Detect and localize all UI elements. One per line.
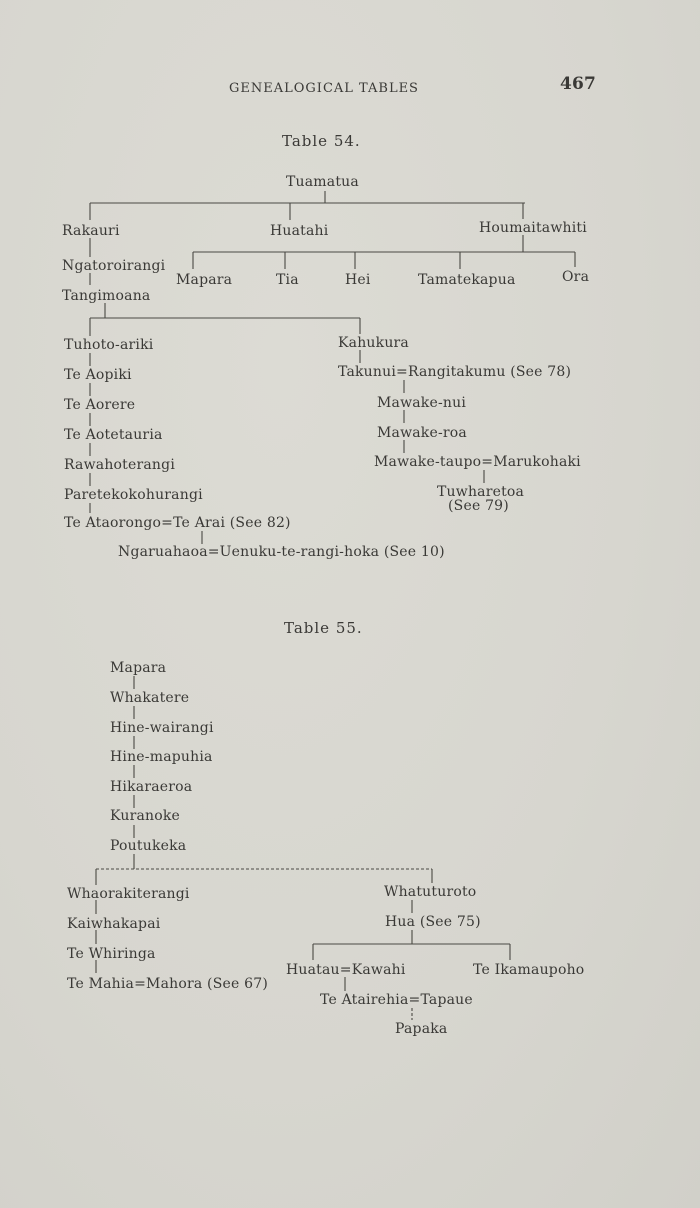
person-poutukeka: Poutukeka xyxy=(110,838,187,854)
person-huatahi: Huatahi xyxy=(270,223,329,239)
person-hine-mapuhia: Hine-mapuhia xyxy=(110,749,213,765)
person-papaka: Papaka xyxy=(395,1021,448,1037)
person-ngatoroirangi: Ngatoroirangi xyxy=(62,258,166,274)
person-hikaraeroa: Hikaraeroa xyxy=(110,779,193,795)
person-kahukura: Kahukura xyxy=(338,335,409,351)
marriage-te-mahia: Te Mahia=Mahora (See 67) xyxy=(67,976,269,992)
person-paretekokohurangi: Paretekokohurangi xyxy=(64,487,203,503)
marriage-takunui: Takunui=Rangitakumu (See 78) xyxy=(338,364,572,380)
person-mawake-nui: Mawake-nui xyxy=(377,395,467,411)
person-te-aorere: Te Aorere xyxy=(64,397,136,413)
person-whatuturoto: Whatuturoto xyxy=(384,884,477,900)
table-55-title: Table 55. xyxy=(284,619,363,637)
person-hei: Hei xyxy=(345,272,371,288)
running-header-title: GENEALOGICAL TABLES xyxy=(229,81,419,96)
person-rawahoterangi: Rawahoterangi xyxy=(64,457,175,473)
person-hine-wairangi: Hine-wairangi xyxy=(110,720,214,736)
person-tangimoana: Tangimoana xyxy=(62,288,151,304)
marriage-ngaruahaoa: Ngaruahaoa=Uenuku-te-rangi-hoka (See 10) xyxy=(118,544,445,560)
person-mapara: Mapara xyxy=(176,272,233,288)
marriage-mawake-taupo: Mawake-taupo=Marukohaki xyxy=(374,454,581,470)
person-whakatere: Whakatere xyxy=(110,690,190,706)
person-tia: Tia xyxy=(276,272,299,288)
person-ora: Ora xyxy=(562,269,590,285)
person-whaorakiterangi: Whaorakiterangi xyxy=(67,886,190,902)
person-te-aotetauria: Te Aotetauria xyxy=(64,427,163,443)
person-tuamatua: Tuamatua xyxy=(286,174,359,190)
table-54-title: Table 54. xyxy=(282,132,361,150)
person-houmaitawhiti: Houmaitawhiti xyxy=(479,220,587,236)
person-hua: Hua (See 75) xyxy=(385,914,481,930)
person-kaiwhakapai: Kaiwhakapai xyxy=(67,916,161,932)
person-kuranoke: Kuranoke xyxy=(110,808,181,824)
page-number: 467 xyxy=(560,74,597,94)
marriage-huatau: Huatau=Kawahi xyxy=(286,962,406,978)
person-te-whiringa: Te Whiringa xyxy=(67,946,156,962)
person-rakauri: Rakauri xyxy=(62,223,120,239)
person-mapara-t55: Mapara xyxy=(110,660,167,676)
person-te-ikamaupoho: Te Ikamaupoho xyxy=(473,962,585,978)
person-tuwharetoa: Tuwharetoa xyxy=(437,484,525,500)
person-mawake-roa: Mawake-roa xyxy=(377,425,467,441)
person-tuhoto-ariki: Tuhoto-ariki xyxy=(64,337,154,353)
person-tamatekapua: Tamatekapua xyxy=(418,272,516,288)
marriage-te-atairehia: Te Atairehia=Tapaue xyxy=(320,992,473,1008)
person-te-aopiki: Te Aopiki xyxy=(64,367,132,383)
marriage-te-atoarongo: Te Ataorongo=Te Arai (See 82) xyxy=(64,515,291,531)
reference-see-79: (See 79) xyxy=(448,498,509,514)
